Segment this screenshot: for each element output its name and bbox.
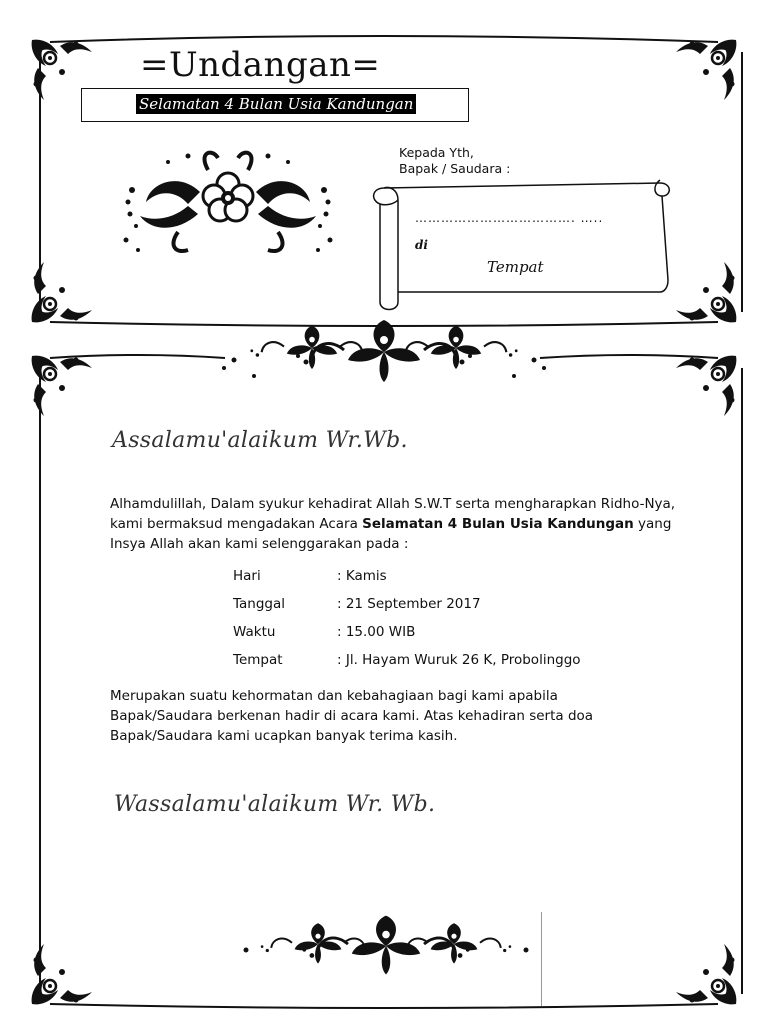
center-ornament [222, 320, 546, 382]
invitation-title: =Undangan= [140, 45, 381, 85]
addressee-place: Tempat [487, 258, 544, 276]
detail-value: : Kamis [337, 568, 387, 584]
intro-event-name: Selamatan 4 Bulan Usia Kandungan [362, 516, 634, 532]
flower-ornament [124, 153, 333, 252]
detail-value: : 15.00 WIB [337, 624, 416, 640]
intro-text-end: yang Insya Allah akan kami selenggarakan pada : [110, 516, 672, 552]
invitation-subtitle: Selamatan 4 Bulan Usia Kandungan [136, 94, 416, 114]
intro-text: Alhamdulillah, Dalam syukur kehadirat Allah S.W.T serta mengharapkan Ridho-Nya, kami bermaksud mengadakan Acara [110, 496, 676, 532]
detail-label: Tanggal [233, 596, 286, 612]
detail-row-place [233, 650, 581, 670]
detail-row-date [233, 594, 481, 614]
detail-value: : 21 September 2017 [337, 596, 481, 612]
closing-paragraph: Merupakan suatu kehormatan dan kebahagiaan bagi kami apabila Bapak/Saudara berkenan hadir di acara kami. Atas kehadiran serta doa Bapak/Saudara kami ucapkan banyak terima kasih. [110, 688, 594, 744]
detail-value: : Jl. Hayam Wuruk 26 K, Probolinggo [337, 652, 581, 668]
intro-paragraph [110, 494, 710, 554]
detail-row-day [233, 566, 387, 586]
addressee-line-2: Bapak / Saudara : [399, 161, 511, 176]
addressee-blank: ………………………………. ….. [415, 211, 604, 225]
closing-greeting: Wassalamu'alaikum Wr. Wb. [114, 792, 436, 817]
detail-label: Hari [233, 568, 261, 584]
addressee-line-1: Kepada Yth, [399, 145, 474, 160]
detail-row-time [233, 622, 416, 642]
addressee-di: di [415, 238, 428, 252]
top-frame [32, 36, 742, 326]
bottom-ornament [244, 916, 529, 975]
detail-label: Tempat [233, 652, 283, 668]
opening-greeting: Assalamu'alaikum Wr.Wb. [112, 428, 408, 453]
divider-line [541, 912, 542, 1006]
detail-label: Waktu [233, 624, 276, 640]
